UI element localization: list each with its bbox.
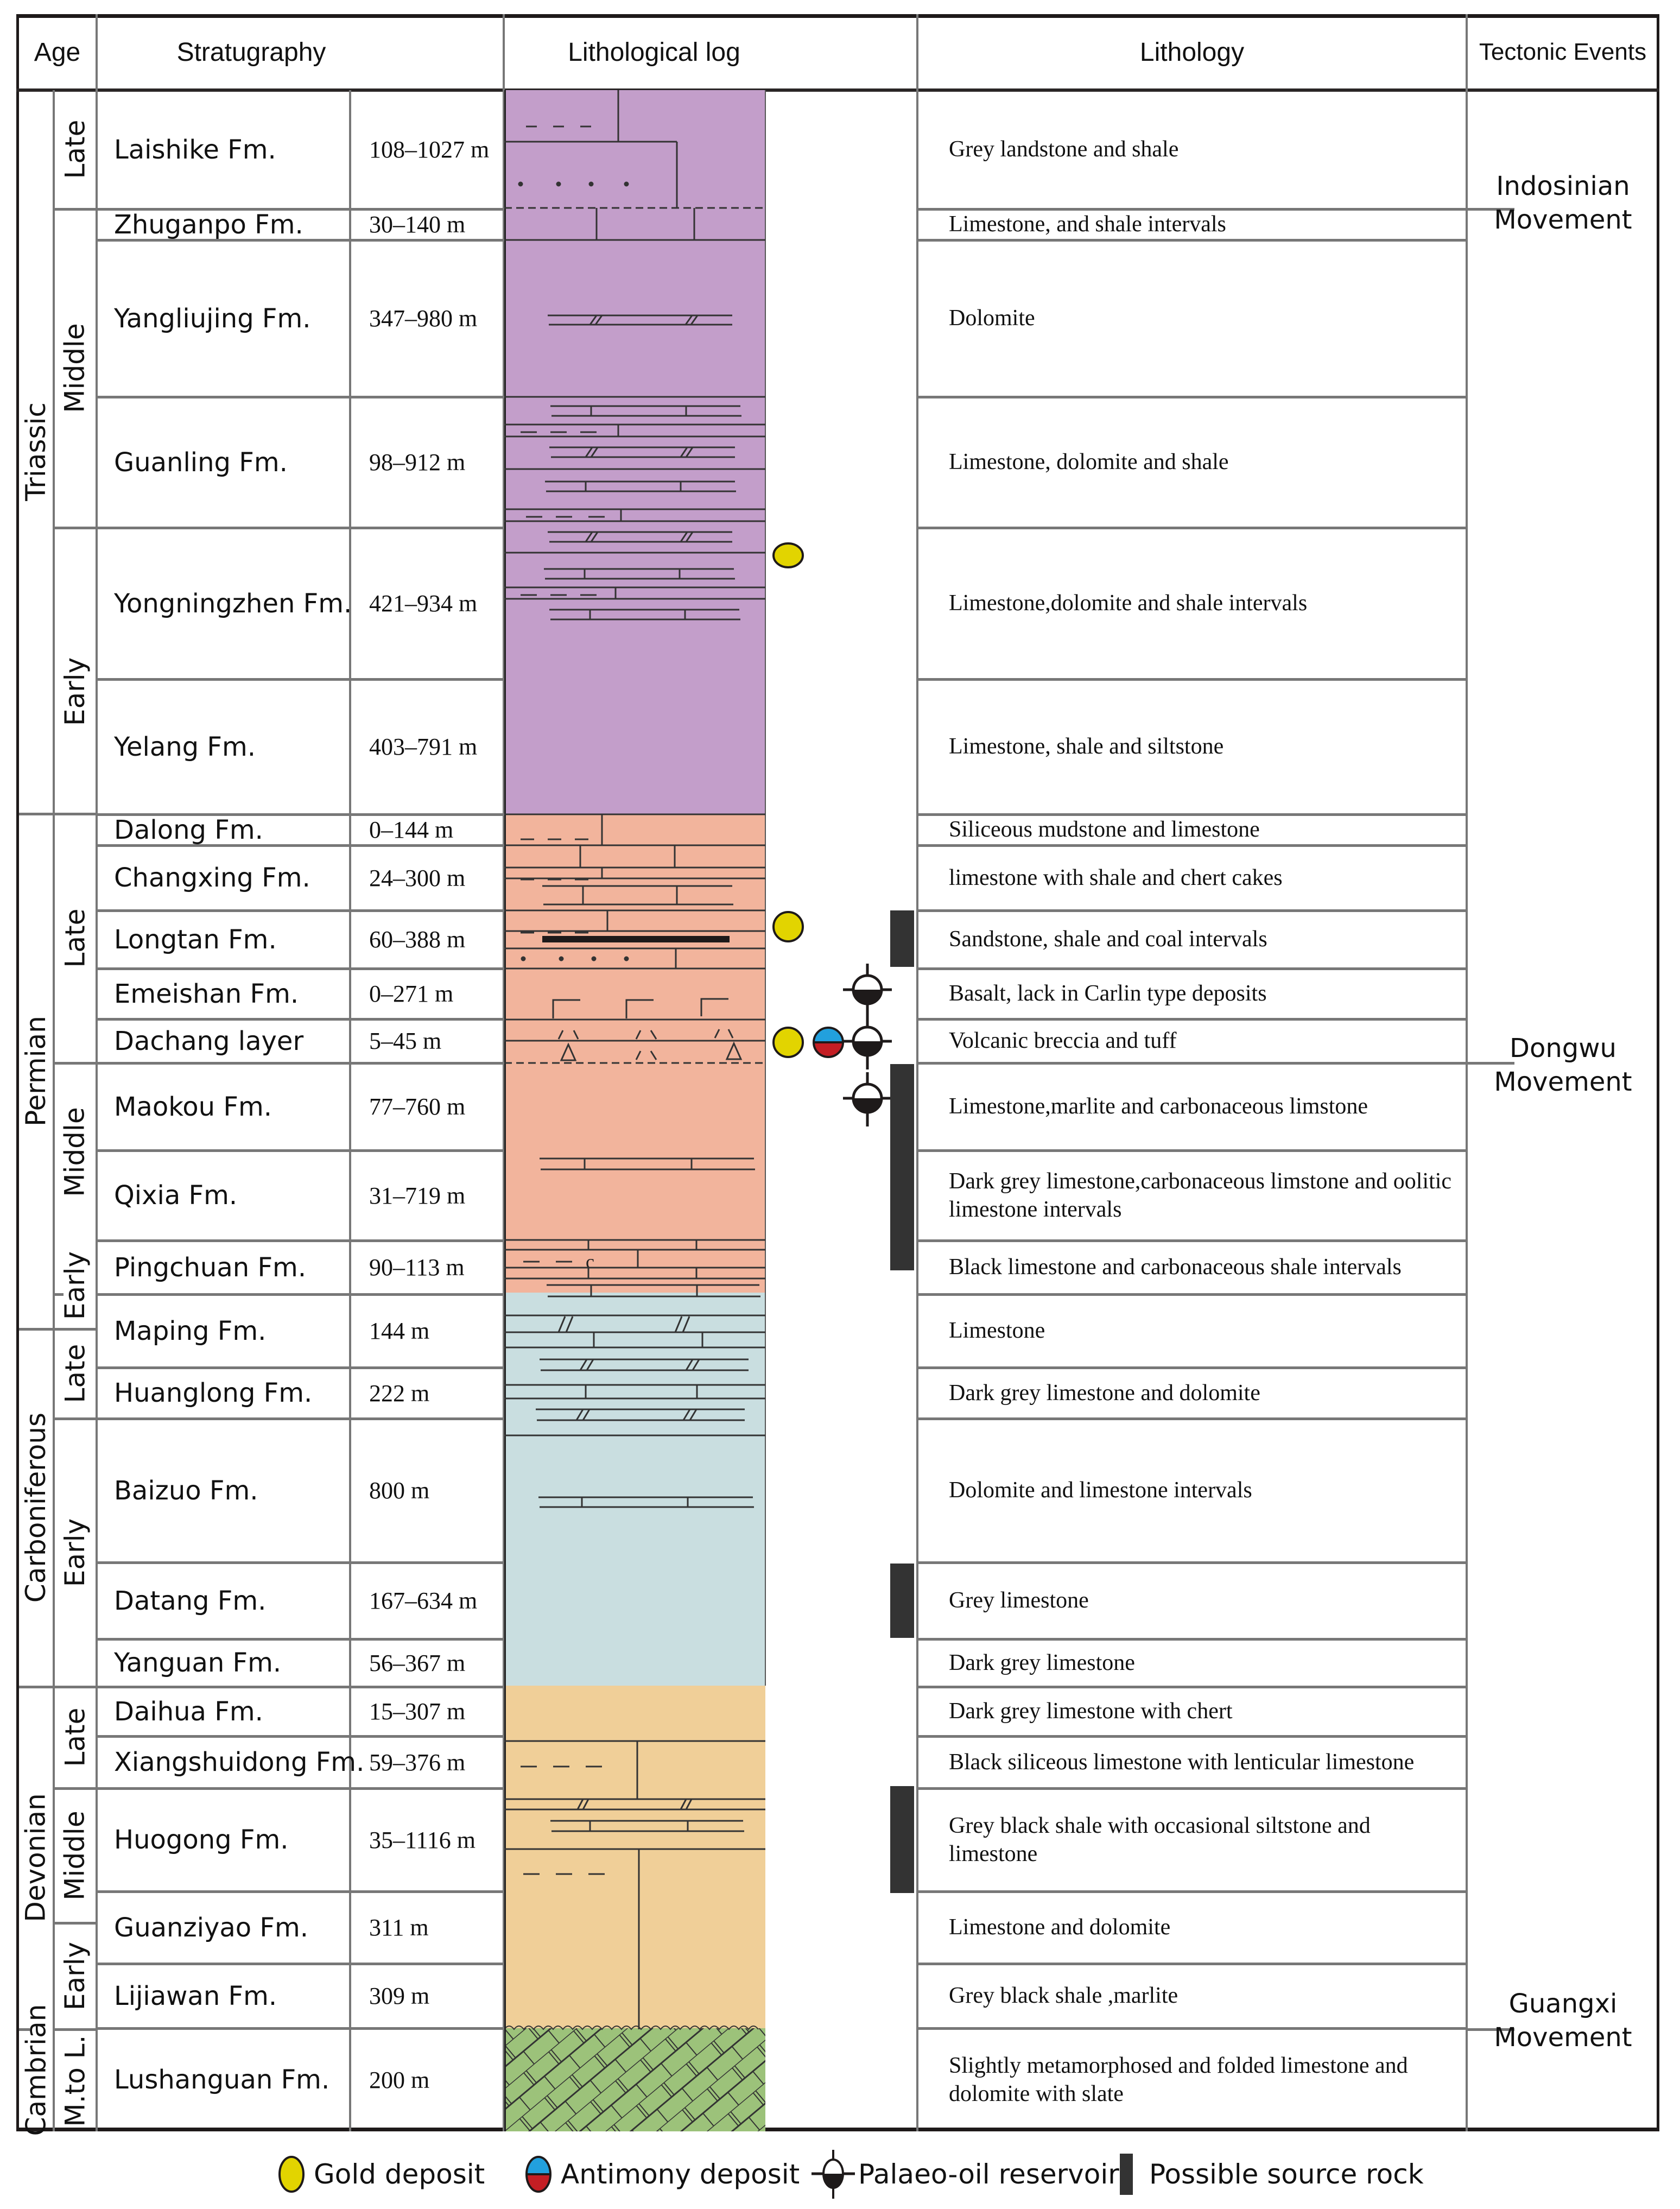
formation-thickness: 0–144 m [369,816,454,843]
epoch-label: M.to L. [59,2035,91,2126]
formation-lithology: Limestone, shale and siltstone [949,734,1224,759]
formation-name: Lushanguan Fm. [114,2065,330,2095]
formation-name: Maping Fm. [114,1315,267,1346]
log-carboniferous [504,1293,765,1686]
svg-text:c: c [586,1251,594,1273]
log-devonian [504,1686,765,2028]
header-lithological-log: Lithological log [568,37,740,67]
formation-name: Daihua Fm. [114,1696,263,1727]
formation-thickness: 144 m [369,1318,430,1344]
palaeo-oil-reservoir-icon [843,1015,892,1069]
formation-thickness: 0–271 m [369,980,454,1007]
epoch-label: Early [59,657,91,726]
antimony-deposit-icon [524,2153,553,2196]
formation-thickness: 167–634 m [369,1587,478,1614]
formation-thickness: 421–934 m [369,590,478,617]
source-rock-bar [890,1064,914,1270]
event-guangxi: Guangxi Movement [1494,1989,1632,2053]
formation-name: Changxing Fm. [114,863,310,893]
formation-thickness: 35–1116 m [369,1826,476,1853]
formation-thickness: 56–367 m [369,1649,466,1676]
gold-deposit-icon [277,2153,306,2196]
formation-lithology: Black siliceous limestone with lenticular limestone [949,1749,1415,1775]
epoch-label: Late [59,119,91,179]
epoch-label: Late [59,1344,91,1403]
epoch-label: Late [59,908,91,968]
log-triassic [504,90,765,814]
formation-lithology: Siliceous mudstone and limestone [949,817,1260,843]
formation-name: Huanglong Fm. [114,1378,313,1408]
formation-thickness: 90–113 m [369,1254,465,1281]
formation-name: Guanling Fm. [114,447,288,478]
formation-lithology: Dark grey limestone with chert [949,1699,1233,1724]
formation-lithology: Grey landstone and shale [949,137,1179,162]
legend-source-rock: Possible source rock [1120,2150,1424,2199]
header-tectonic-events: Tectonic Events [1479,39,1647,65]
formation-name: Yongningzhen Fm. [114,588,352,619]
antimony-deposit-icon [812,1026,845,1059]
formation-thickness: 59–376 m [369,1749,466,1776]
gold-deposit-icon [772,1026,804,1059]
gold-deposit-icon [772,542,804,569]
header-lithology: Lithology [1139,37,1245,67]
formation-name: Guanziyao Fm. [114,1912,309,1943]
epoch-label: Early [59,1941,91,2010]
formation-lithology: Dolomite [949,306,1035,331]
palaeo-oil-reservoir-icon [843,964,892,1018]
epoch-label: Late [59,1707,91,1767]
formation-name: Dalong Fm. [114,814,263,845]
log-cambrian [504,2028,765,2131]
formation-thickness: 309 m [369,1983,430,2009]
header-stratigraphy: Stratugraphy [176,37,326,67]
legend-palaeo-oil: Palaeo-oil reservoir [812,2150,1119,2199]
formation-name: Laishike Fm. [114,134,276,165]
formation-lithology: Limestone,dolomite and shale intervals [949,591,1308,616]
epoch-boundary [53,527,96,529]
formation-thickness: 15–307 m [369,1698,466,1725]
formation-thickness: 311 m [369,1914,429,1941]
formation-thickness: 30–140 m [369,211,466,238]
formation-thickness: 347–980 m [369,305,478,332]
formation-name: Dachang layer [114,1026,304,1056]
formation-lithology: limestone with shale and chert cakes [949,865,1283,890]
formation-thickness: 200 m [369,2066,430,2093]
formation-name: Baizuo Fm. [114,1475,258,1506]
formation-lithology: Limestone,marlite and carbonaceous limstone [949,1094,1368,1119]
period-label-devonian: Devonian [20,1793,52,1922]
formation-name: Lijiawan Fm. [114,1980,277,2011]
formation-name: Longtan Fm. [114,924,277,955]
formation-name: Maokou Fm. [114,1091,272,1122]
palaeo-oil-reservoir-icon [812,2150,855,2199]
period-label-carboniferous: Carboniferous [20,1412,52,1603]
palaeo-oil-reservoir-icon [843,1072,892,1126]
epoch-label: Early [59,1518,91,1587]
formation-thickness: 222 m [369,1379,430,1407]
formation-thickness: 5–45 m [369,1028,442,1054]
formation-name: Emeishan Fm. [114,978,299,1009]
source-rock-bar [890,1564,914,1638]
period-label-triassic: Triassic [20,402,52,501]
epoch-label: Middle [59,1810,91,1901]
period-label-permian: Permian [20,1016,52,1126]
formation-thickness: 77–760 m [369,1093,466,1120]
formation-name: Yangliujing Fm. [114,303,311,334]
legend [0,2150,1680,2199]
legend-gold: Gold deposit [277,2150,485,2199]
event-indosinian: Indosinian Movement [1494,171,1632,236]
formation-lithology: Dolomite and limestone intervals [949,1478,1252,1503]
formation-lithology: Basalt, lack in Carlin type deposits [949,981,1267,1007]
formation-thickness: 98–912 m [369,449,466,476]
epoch-label: Middle [59,323,91,413]
formation-lithology: Dark grey limestone and dolomite [949,1380,1260,1406]
formation-lithology: Grey limestone [949,1588,1089,1613]
formation-lithology: Grey black shale ,marlite [949,1983,1178,2009]
formation-lithology: Sandstone, shale and coal intervals [949,927,1267,952]
col-divider-age-strat [96,14,98,2131]
formation-lithology: Volcanic breccia and tuff [949,1028,1177,1054]
formation-lithology: Limestone and dolomite [949,1915,1171,1940]
formation-lithology: Dark grey limestone [949,1650,1135,1675]
formation-name: Xiangshuidong Fm. [114,1747,365,1777]
formation-lithology: Limestone [949,1318,1045,1344]
header-age: Age [34,37,81,67]
formation-name: Yanguan Fm. [114,1648,282,1678]
formation-name: Pingchuan Fm. [114,1252,307,1283]
epoch-label: Middle [59,1107,91,1197]
source-rock-icon [1120,2154,1133,2195]
formation-name: Huogong Fm. [114,1825,289,1855]
event-dongwu: Dongwu Movement [1494,1033,1632,1098]
coal-seam [542,936,730,942]
formation-lithology: Dark grey limestone,carbonaceous limstone and oolitic limestone intervals [949,1168,1452,1222]
formation-lithology: Black limestone and carbonaceous shale intervals [949,1255,1402,1280]
period-label-cambrian: Cambrian [20,2004,52,2136]
formation-name: Qixia Fm. [114,1180,238,1211]
gold-deposit-icon [772,910,804,943]
formation-lithology: Grey black shale with occasional siltstone and limestone [949,1813,1371,1866]
formation-thickness: 31–719 m [369,1182,466,1209]
source-rock-bar [890,1786,914,1893]
formation-name: Yelang Fm. [114,731,256,762]
formation-name: Zhuganpo Fm. [114,209,303,240]
source-rock-bar [890,910,914,967]
legend-antimony: Antimony deposit [524,2150,800,2199]
epoch-label: Early [59,1251,91,1320]
formation-thickness: 108–1027 m [369,136,490,163]
formation-lithology: Limestone, dolomite and shale [949,450,1229,475]
formation-thickness: 800 m [369,1477,430,1504]
formation-lithology: Limestone, and shale intervals [949,212,1226,237]
formation-lithology: Slightly metamorphosed and folded limestone and dolomite with slate [949,2053,1408,2106]
formation-name: Datang Fm. [114,1585,267,1616]
formation-thickness: 60–388 m [369,926,466,953]
formation-thickness: 24–300 m [369,864,466,891]
formation-thickness: 403–791 m [369,733,478,760]
